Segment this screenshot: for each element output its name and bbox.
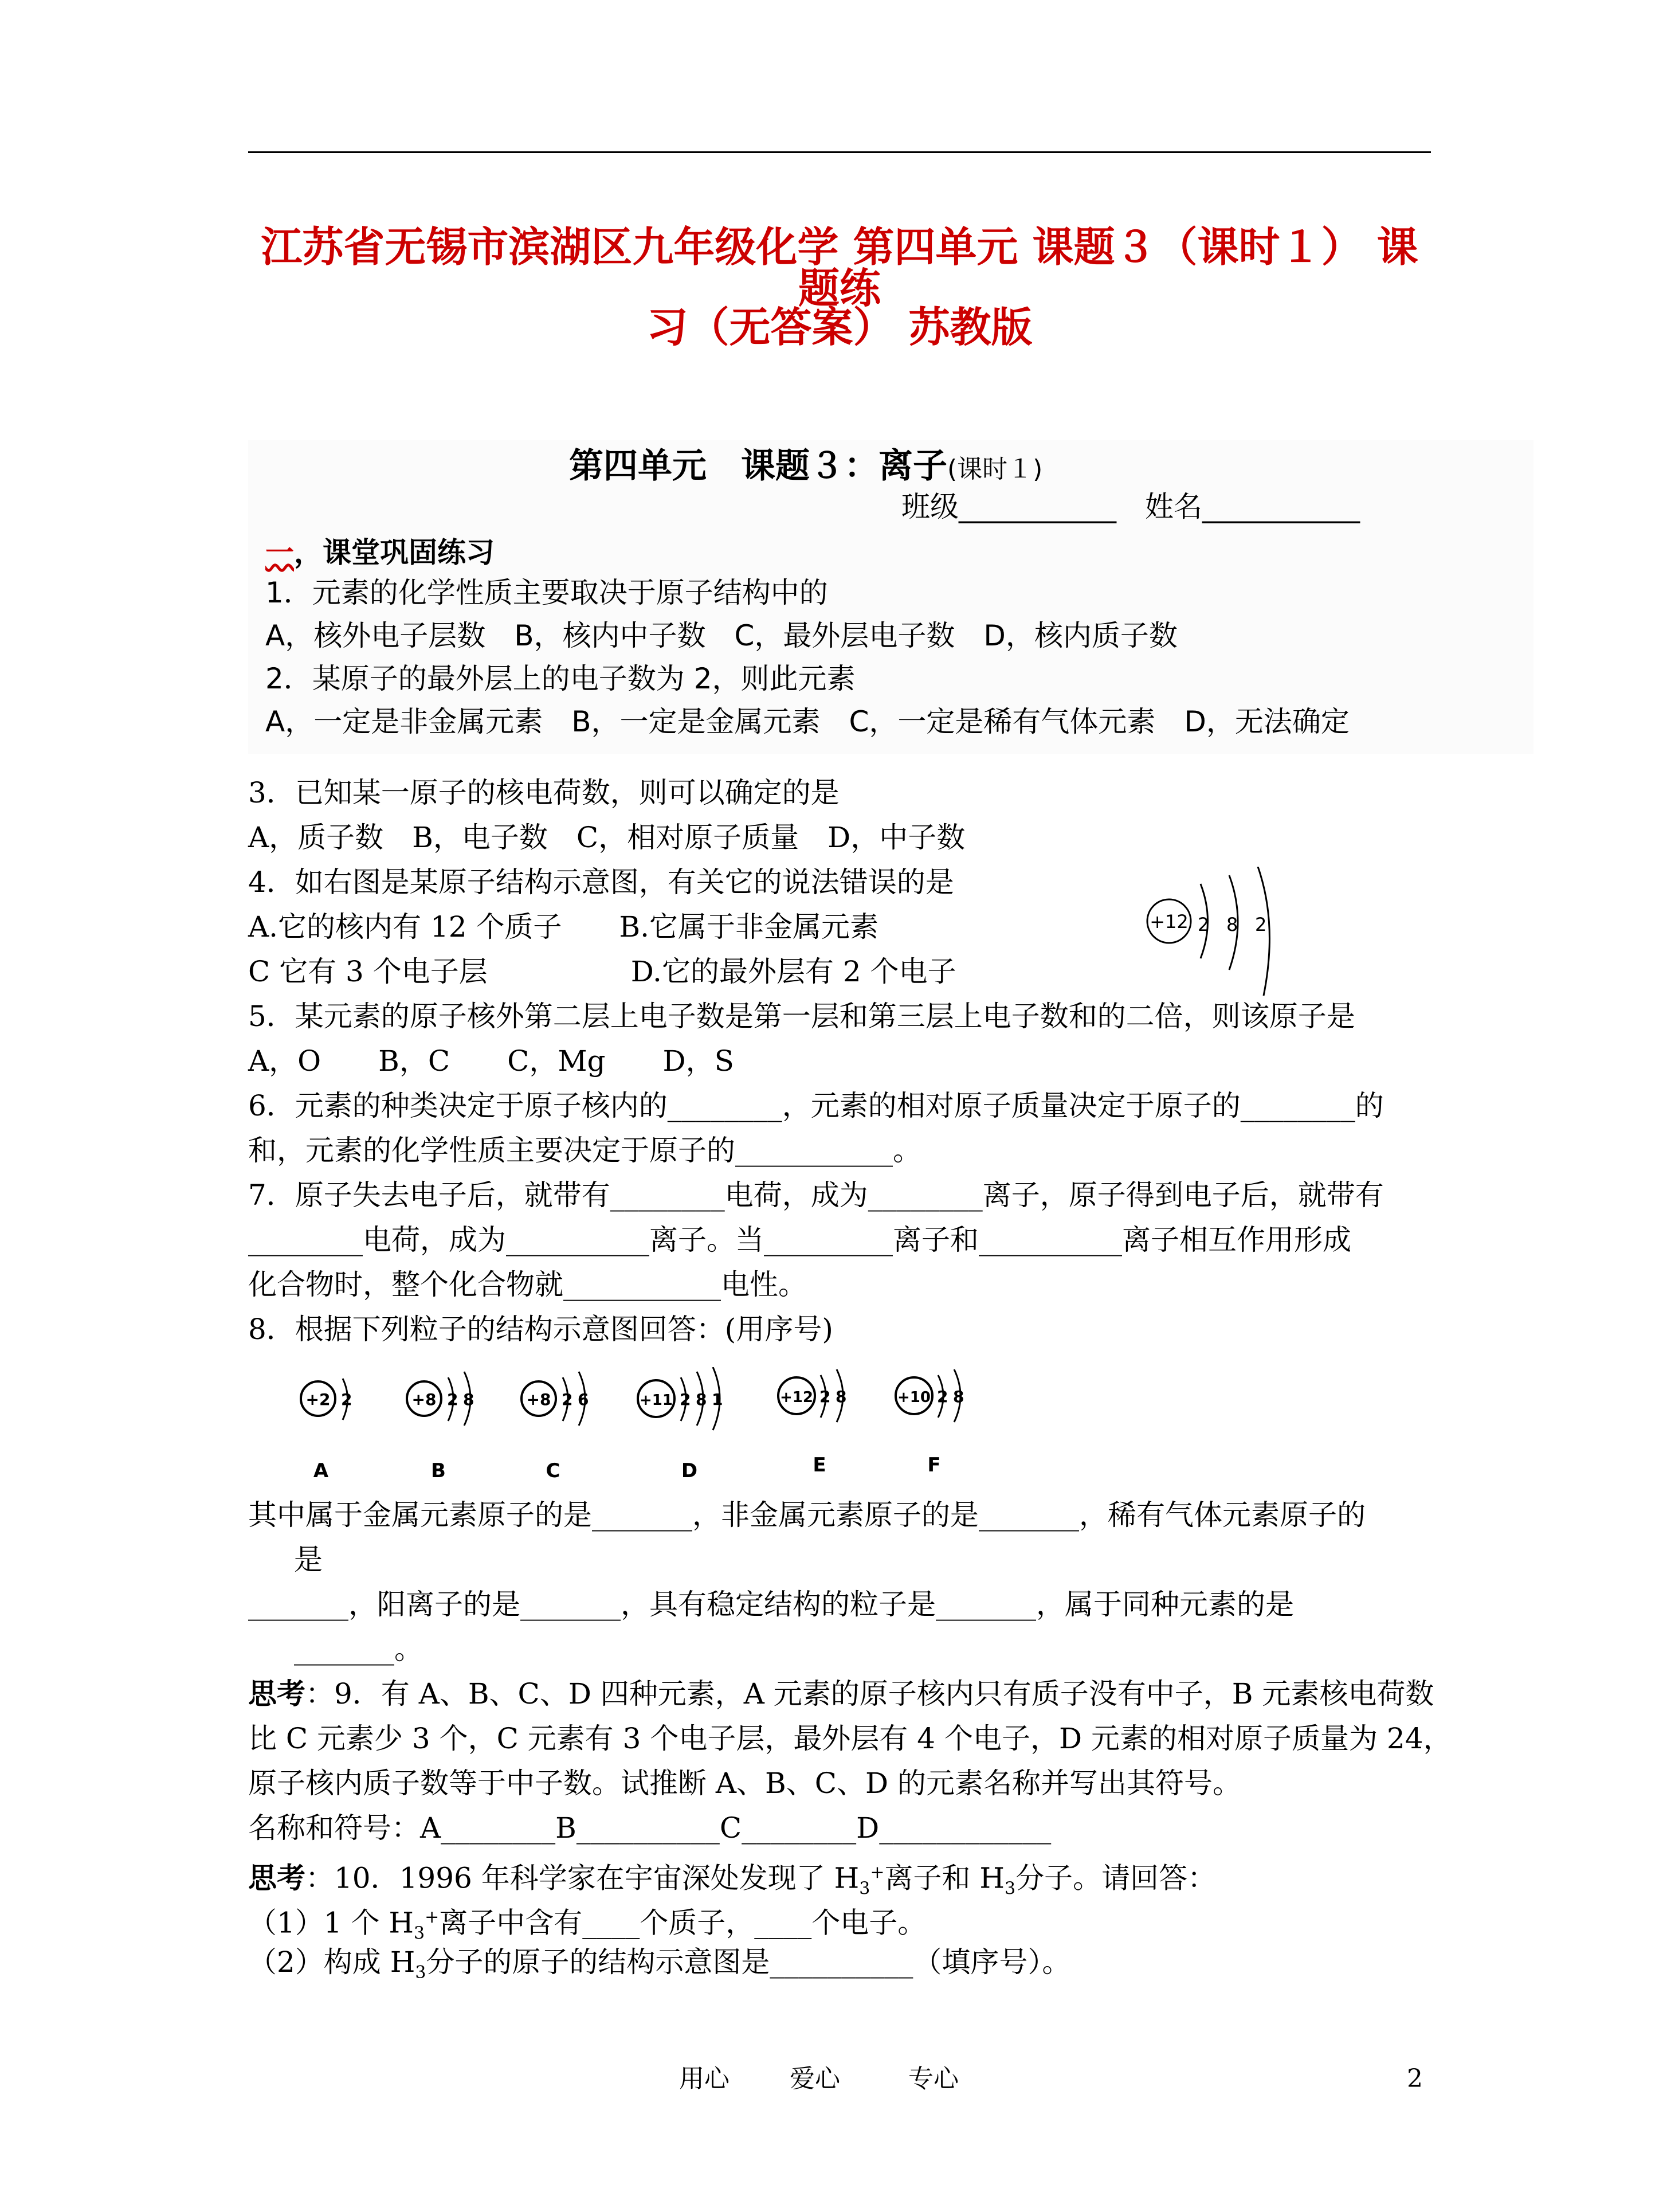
particle-a	[301, 1379, 352, 1482]
shell-electrons-2: 8	[1226, 914, 1238, 935]
particle-b-nucleus: +8	[411, 1390, 437, 1409]
section-marker: 一	[265, 536, 294, 569]
worksheet-title-main: 第四单元 课题３：离子	[569, 446, 947, 486]
think-label-9: 思考	[248, 1677, 305, 1710]
document-title-line2: 习（无答案） 苏教版	[646, 303, 1033, 351]
particle-c	[521, 1372, 589, 1482]
top-rule	[248, 151, 1431, 153]
superscript-plus-a: +	[870, 1862, 885, 1882]
particle-c-shell-2: 6	[578, 1390, 589, 1409]
particle-a-label: A	[313, 1459, 329, 1482]
subscript-3a: 3	[859, 1878, 870, 1899]
question-6-line2: 和，元素的化学性质主要决定于原子的___________。	[248, 1134, 921, 1167]
page-number: 2	[1407, 2064, 1423, 2093]
shell-electrons-1: 2	[1198, 914, 1210, 935]
question-7-line2: ________电荷，成为__________离子。当_________离子和__________离子相互作用形成	[248, 1223, 1351, 1256]
question-2-options: A，一定是非金属元素 B，一定是金属元素 C，一定是稀有气体元素 D，无法确定	[265, 705, 1350, 738]
question-8-answer-line3: _______，阳离子的是_______，具有稳定结构的粒子是_______，属于同种元素的是	[248, 1588, 1294, 1621]
particle-f-shell-1: 2	[937, 1387, 948, 1406]
question-7-line3: 化合物时，整个化合物就___________电性。	[248, 1268, 807, 1301]
subscript-3b: 3	[1005, 1878, 1016, 1899]
particle-c-nucleus: +8	[526, 1390, 551, 1409]
question-10-sub2	[248, 1944, 1070, 1991]
question-10-sub1-post: 离子中含有____个质子，____个电子。	[439, 1906, 927, 1940]
question-10-sub2-post: 分子的原子的结构示意图是__________（填序号）。	[426, 1945, 1071, 1979]
particle-f-label: F	[927, 1454, 941, 1477]
particle-d-nucleus: +11	[640, 1392, 673, 1409]
particle-d-shell-1: 2	[680, 1390, 691, 1409]
subscript-3d: 3	[415, 1963, 426, 1983]
question-1: 1．元素的化学性质主要取决于原子结构中的	[265, 576, 828, 609]
question-2: 2．某原子的最外层上的电子数为 2，则此元素	[265, 662, 856, 695]
footer-word-1: 用心	[679, 2064, 730, 2093]
footer-word-2: 爱心	[790, 2064, 840, 2093]
worksheet-title	[569, 440, 1042, 495]
particle-e-label: E	[813, 1454, 826, 1477]
particle-e-shell-2: 8	[836, 1387, 847, 1406]
embedded-worksheet-image	[248, 440, 1534, 754]
question-10-sub2-pre: （2）构成 H	[248, 1945, 415, 1979]
particle-f	[896, 1369, 964, 1477]
question-4-options-ab: A.它的核内有 12 个质子 B.它属于非金属元素	[248, 910, 879, 943]
particle-b	[407, 1372, 474, 1482]
particle-f-nucleus: +10	[897, 1389, 931, 1406]
particle-a-nucleus: +2	[305, 1390, 331, 1409]
particle-b-shell-2: 8	[463, 1390, 474, 1409]
question-10-text-pre: ：10．1996 年科学家在宇宙深处发现了 H	[305, 1861, 860, 1895]
question-10-text-mid: 离子和 H	[884, 1861, 1005, 1895]
class-name-line: 班级___________ 姓名___________	[901, 490, 1360, 523]
question-9-line4: 名称和符号：A________B__________C________D____________	[248, 1811, 1052, 1845]
particle-structure-diagrams-q8	[298, 1367, 986, 1510]
footer-word-3: 专心	[908, 2064, 959, 2093]
section-heading	[265, 535, 495, 570]
particle-e-nucleus: +12	[780, 1389, 813, 1406]
particle-b-shell-1: 2	[447, 1390, 458, 1409]
think-label-10: 思考	[248, 1861, 305, 1895]
particle-d-shell-3: 1	[712, 1390, 723, 1409]
nucleus-charge: +12	[1150, 911, 1189, 933]
question-8-answer-line4: _______。	[294, 1632, 423, 1666]
question-8-answer-line1: 其中属于金属元素原子的是_______，非金属元素原子的是_______，稀有气体元素原子的	[248, 1498, 1366, 1532]
question-4-options-cd: C 它有 3 个电子层 D.它的最外层有 2 个电子	[248, 955, 956, 988]
subscript-3c: 3	[414, 1923, 425, 1944]
particle-c-label: C	[546, 1459, 560, 1482]
worksheet-title-small: (课时１)	[947, 455, 1043, 484]
particle-f-shell-2: 8	[953, 1387, 964, 1406]
shell-electrons-3: 2	[1255, 914, 1267, 935]
question-7-line1: 7．原子失去电子后，就带有________电荷，成为________离子，原子得到电子后，就带有	[248, 1179, 1384, 1212]
question-8-answer-line2: 是	[294, 1543, 323, 1576]
question-4: 4．如右图是某原子结构示意图，有关它的说法错误的是	[248, 866, 954, 899]
question-9-line2: 比 C 元素少 3 个，C 元素有 3 个电子层，最外层有 4 个电子，D 元素的相对原子质量为 24，	[248, 1722, 1452, 1755]
particle-d	[638, 1367, 723, 1482]
particle-a-shell-1: 2	[341, 1390, 352, 1409]
particle-b-label: B	[431, 1459, 446, 1482]
section-text: ，课堂巩固练习	[294, 536, 495, 569]
question-5-options: A，O B，C C，Mg D，S	[248, 1044, 734, 1078]
document-title-line1: 江苏省无锡市滨湖区九年级化学 第四单元 课题３（课时１） 课题练	[261, 223, 1418, 312]
particle-c-shell-1: 2	[562, 1390, 573, 1409]
question-1-options: A，核外电子层数 B，核内中子数 C，最外层电子数 D，核内质子数	[265, 619, 1178, 652]
particle-e-shell-1: 2	[819, 1387, 831, 1406]
question-6-line1: 6．元素的种类决定于原子核内的________，元素的相对原子质量决定于原子的________的	[248, 1089, 1384, 1122]
particle-e	[778, 1369, 846, 1477]
superscript-plus-b: +	[425, 1907, 440, 1927]
question-9-line3: 原子核内质子数等于中子数。试推断 A、B、C、D 的元素名称并写出其符号。	[248, 1767, 1241, 1800]
question-5: 5．某元素的原子核外第二层上电子数是第一层和第三层上电子数和的二倍，则该原子是	[248, 1000, 1355, 1033]
question-9-text1: ：9．有 A、B、C、D 四种元素，A 元素的原子核内只有质子没有中子，B 元素核电荷数	[305, 1677, 1434, 1710]
question-8: 8．根据下列粒子的结构示意图回答：(用序号)	[248, 1313, 833, 1346]
question-9-line1	[248, 1676, 1434, 1712]
question-10-sub1-pre: （1）1 个 H	[248, 1906, 414, 1940]
atom-structure-diagram-q4	[1143, 867, 1292, 999]
particle-d-label: D	[681, 1459, 698, 1482]
question-3: 3．已知某一原子的核电荷数，则可以确定的是	[248, 776, 840, 809]
question-10-text-post: 分子。请回答：	[1015, 1861, 1217, 1895]
question-3-options: A，质子数 B，电子数 C，相对原子质量 D，中子数	[248, 821, 966, 854]
particle-d-shell-2: 8	[696, 1390, 707, 1409]
